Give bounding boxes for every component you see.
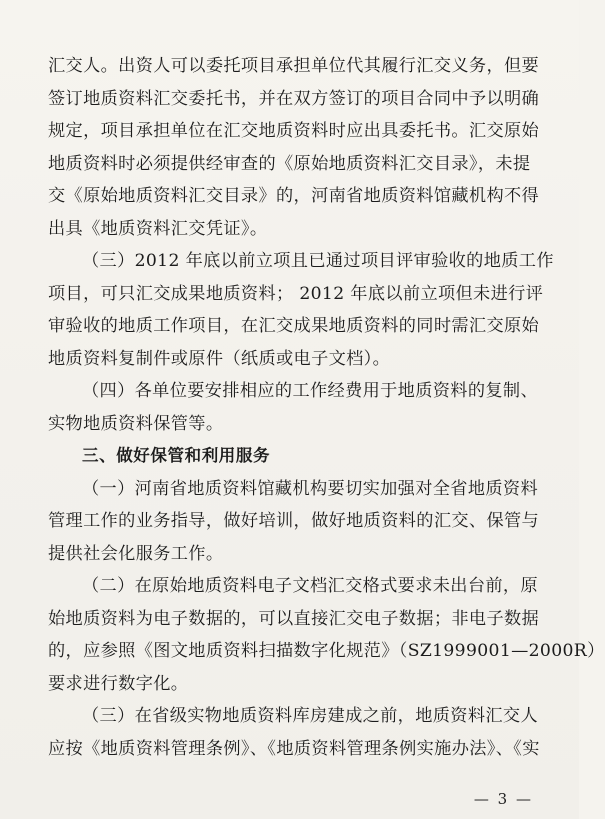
paragraph-start-line: （三）在省级实物地质资料库房建成之前，地质资料汇交人 bbox=[82, 706, 538, 726]
text-line: 的，应参照《图文地质资料扫描数字化规范》（SZ1999001—2000R） bbox=[48, 641, 605, 661]
section-heading: 三、做好保管和利用服务 bbox=[82, 446, 271, 465]
text-line: 实物地质资料保管等。 bbox=[48, 413, 224, 434]
text-line: 规定，项目承担单位在汇交地质资料时应出具委托书。汇交原始 bbox=[48, 121, 540, 141]
text-line: 要求进行数字化。 bbox=[48, 673, 189, 694]
text-line: 签订地质资料汇交委托书，并在双方签订的项目合同中予以明确 bbox=[48, 88, 540, 109]
text-line: 出具《地质资料汇交凭证》。 bbox=[48, 218, 268, 239]
paragraph-start-line: （三）2012 年底以前立项且已通过项目评审验收的地质工作 bbox=[82, 251, 554, 271]
text-line: 地质资料复制件或原件（纸质或电子文档）。 bbox=[48, 348, 391, 369]
text-line: 地质资料时必须提供经审查的《原始地质资料汇交目录》，未提 bbox=[48, 153, 531, 174]
text-line: 项目，可只汇交成果地质资料； 2012 年底以前立项但未进行评 bbox=[48, 283, 544, 304]
document-body bbox=[48, 50, 605, 765]
text-line: 始地质资料为电子数据的，可以直接汇交电子数据；非电子数据 bbox=[48, 608, 540, 629]
paragraph-start-line: （一）河南省地质资料馆藏机构要切实加强对全省地质资料 bbox=[82, 478, 538, 499]
text-line: 提供社会化服务工作。 bbox=[48, 543, 224, 564]
page-number: — 3 — bbox=[473, 790, 533, 808]
text-line: 应按《地质资料管理条例》、《地质资料管理条例实施办法》、《实 bbox=[48, 738, 540, 759]
text-line: 管理工作的业务指导，做好培训，做好地质资料的汇交、保管与 bbox=[48, 511, 540, 531]
paragraph-start-line: （四）各单位要安排相应的工作经费用于地质资料的复制、 bbox=[82, 381, 538, 401]
text-line: 审验收的地质工作项目，在汇交成果地质资料的同时需汇交原始 bbox=[48, 316, 540, 336]
text-line: 汇交人。出资人可以委托项目承担单位代其履行汇交义务，但要 bbox=[48, 56, 540, 76]
paragraph-start-line: （二）在原始地质资料电子文档汇交格式要求未出台前，原 bbox=[82, 576, 538, 596]
text-line: 交《原始地质资料汇交目录》的，河南省地质资料馆藏机构不得 bbox=[48, 186, 540, 206]
